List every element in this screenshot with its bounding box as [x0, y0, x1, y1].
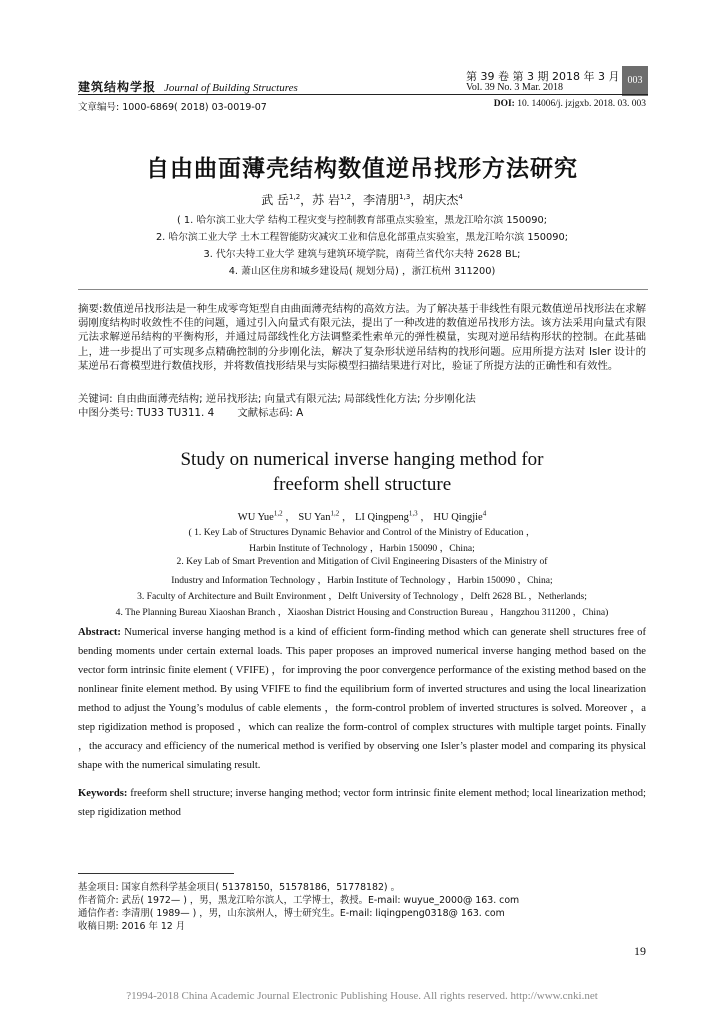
classification-cn — [78, 406, 646, 420]
journal-name — [78, 78, 298, 95]
keywords-cn — [78, 392, 646, 406]
abstract-divider — [78, 289, 648, 290]
page-number: 19 — [634, 944, 646, 958]
title-en-line: Study on numerical inverse hanging method for — [180, 449, 544, 470]
journal-name-en: Journal of Building Structures — [164, 82, 298, 94]
abstract-en-text: Numerical inverse hanging method is a kind of efficient form-finding method which can generate shell structures free of bending moments under certain external loads. This paper proposes an improved numerical inverse hanging method based on the vector form intrinsic finite element ( VFIFE) ，for improving the poor convergence performance of the existing method based on the nonlinear finite element method. By using VFIFE to find the equilibrium form of inverted structures and using the local linearization method to adjust the Young’s modulus of cable elements ，the form-control problem of inverted structures is solved. Moreover ，a step rigidization method is proposed ，which can realize the form-control of complex structures with multiple target points. Finally ，the accuracy and efficiency of the numerical method is verified by observing one Isler’s plaster model and comparing its physical shape with the numerical simulating result. — [78, 627, 646, 771]
abstract-en — [78, 623, 646, 775]
doi — [494, 99, 646, 109]
footnote-received: 收稿日期: 2016 年 12 月 — [78, 921, 186, 932]
abstract-cn — [78, 302, 646, 373]
clc-value: TU33 TU311. 4 — [136, 407, 215, 419]
author-en: SU Yan$^{1,2}$ ， — [298, 509, 353, 523]
header-rule — [78, 94, 648, 95]
affiliation-en: ( 1. Key Lab of Structures Dynamic Behavior and Control of the Ministry of Education ， — [188, 527, 536, 538]
keywords-en-label: Keywords: — [78, 788, 128, 799]
abstract-cn-text: 数值逆吊找形法是一种生成零弯矩型自由曲面薄壳结构的高效方法。为了解决基于非线性有限元数值逆吊找形法在求解弱刚度结构时收敛性不佳的问题，通过引入向量式有限元法，提出了一种改进的数值逆吊找形方法。该方法采用向量式有限元法求解逆吊结构的平衡构形，并通过局部线性化方法调整柔性索单元的弹性模量，实现对逆吊结构形状的控制。在此基础上，进一步提出了可实现多点精确控制的分步刚化法，解决了复杂形状逆吊结构的找形问题。应用所提方法对 Isler 设计的某逆吊石膏模型进行数值找形，并将数值找形结果与实际模型扫描结果进行对比，验证了所提方法的正确性和有效性。 — [78, 303, 646, 372]
affiliation-cn: 4. 萧山区住房和城乡建设局( 规划分局) ，浙江杭州 311200) — [228, 266, 496, 277]
author-cn: 武 岳$^{1,2}$， — [261, 193, 313, 207]
doc-code-value: A — [296, 407, 304, 419]
title-en-line: freeform shell structure — [272, 474, 452, 495]
affiliation-en: 4. The Planning Bureau Xiaoshan Branch ，Xiaoshan District Housing and Construction Bureau ，Hangzhou 311200 ，China) — [115, 607, 609, 618]
header-page-box: 003 — [622, 66, 648, 96]
doi-value: 10. 14006/j. jzjgxb. 2018. 03. 003 — [517, 99, 646, 109]
author-cn: 苏 岩$^{1,2}$， — [312, 193, 364, 207]
author-en: HU Qingjie$^4$ — [433, 509, 487, 523]
issue-info-en: Vol. 39 No. 3 Mar. 2018 — [466, 82, 564, 93]
footnote-corresponding: 通信作者: 李清朋( 1989— ) ，男，山东滨州人，博士研究生。E-mail: liqingpeng0318@ 163. com — [78, 908, 505, 919]
affiliation-cn: ( 1. 哈尔滨工业大学 结构工程灾变与控制教育部重点实验室，黑龙江哈尔滨 150090; — [176, 215, 548, 226]
affiliation-en: 2. Key Lab of Smart Prevention and Mitigation of Civil Engineering Disasters of the Ministry of — [176, 556, 548, 567]
affiliation-en: 3. Faculty of Architecture and Built Environment ，Delft University of Technology ，Delft 2628 BL ，Netherlands; — [137, 591, 587, 602]
issue-info-cn: 第 39 卷 第 3 期 2018 年 3 月 — [466, 70, 620, 83]
clc-label: 中图分类号: — [78, 407, 134, 419]
affiliation-cn: 3. 代尔夫特工业大学 建筑与建筑环境学院，南荷兰省代尔夫特 2628 BL; — [203, 249, 521, 260]
authors-cn — [0, 191, 724, 208]
keywords-en — [78, 784, 646, 822]
authors-en — [0, 509, 724, 524]
footnote-author: 作者简介: 武岳( 1972— ) ，男，黑龙江哈尔滨人，工学博士，教授。E-mail: wuyue_2000@ 163. com — [78, 895, 520, 906]
author-cn: 李清朋$^{1,3}$， — [363, 193, 423, 207]
footnote-rule — [78, 873, 234, 874]
abstract-en-label: Abstract: — [78, 627, 121, 638]
journal-name-cn: 建筑结构学报 — [78, 80, 157, 94]
affiliation-cn: 2. 哈尔滨工业大学 土木工程智能防灾减灾工业和信息化部重点实验室，黑龙江哈尔滨 150090; — [155, 232, 569, 243]
abstract-cn-label: 摘要: — [78, 303, 103, 315]
footnote-funding: 基金项目: 国家自然科学基金项目( 51378150，51578186，51778182) 。 — [78, 882, 400, 893]
affiliation-en: Industry and Information Technology ，Harbin Institute of Technology ，Harbin 150090 ，China; — [171, 575, 553, 586]
author-en: WU Yue$^{1,2}$ ， — [237, 509, 296, 523]
copyright-line: ?1994-2018 China Academic Journal Electronic Publishing House. All rights reserved. http://www.cnki.net — [126, 990, 598, 1002]
article-number: 文章编号: 1000-6869( 2018) 03-0019-07 — [78, 102, 267, 113]
author-cn: 胡庆杰$^4$ — [422, 193, 463, 207]
keywords-cn-label: 关键词: — [78, 393, 113, 405]
keywords-cn-text: 自由曲面薄壳结构; 逆吊找形法; 向量式有限元法; 局部线性化方法; 分步刚化法 — [116, 393, 476, 405]
doi-label: DOI: — [493, 99, 515, 109]
title-cn: 自由曲面薄壳结构数值逆吊找形方法研究 — [146, 156, 578, 182]
doc-code-label: 文献标志码: — [237, 407, 293, 419]
keywords-en-text: freeform shell structure; inverse hanging method; vector form intrinsic finite element method; local linearization method; step rigidization method — [78, 788, 646, 818]
author-en: LI Qingpeng$^{1,3}$ ， — [354, 509, 431, 523]
affiliation-en: Harbin Institute of Technology ，Harbin 150090 ，China; — [249, 543, 475, 554]
